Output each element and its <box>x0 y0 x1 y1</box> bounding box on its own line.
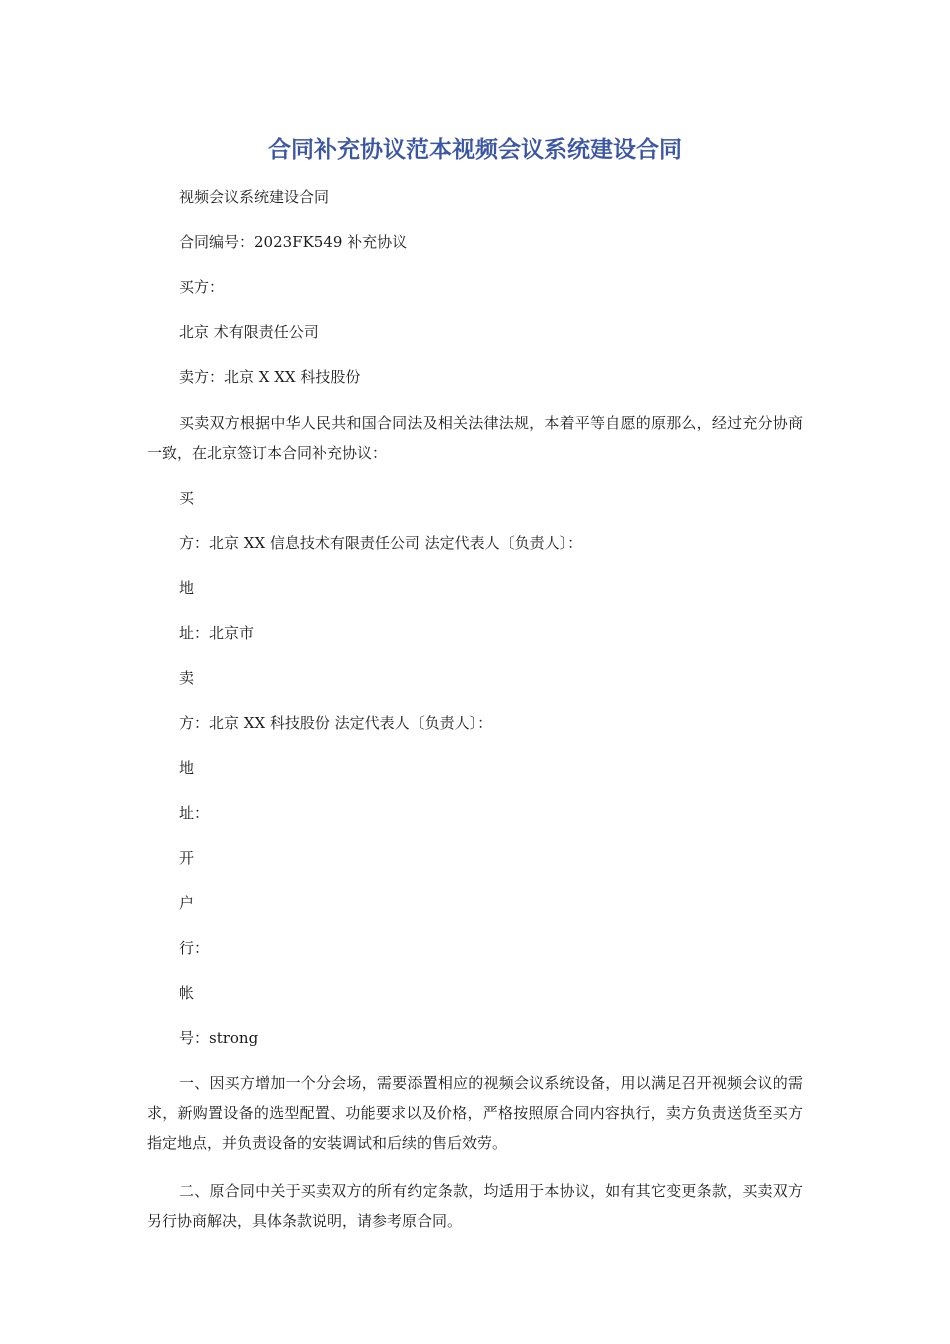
contract-number-line: 合同编号：2023FK549 补充协议 <box>179 233 408 251</box>
party-line: 方：北京 XX 科技股份 法定代表人〔负责人〕： <box>179 714 493 732</box>
clause-1-paragraph: 一、因买方增加一个分会场，需要添置相应的视频会议系统设备，用以满足召开视频会议的需求，新购置设备的选型配置、功能要求以及价格，严格按照原合同内容执行，卖方负责送货至买方指定地点，并负责设备的安装调试和后续的售后效劳。 <box>147 1074 803 1152</box>
party-line: 地 <box>179 579 195 597</box>
buyer-label-line: 买方： <box>179 278 225 296</box>
party-line: 地 <box>179 759 195 777</box>
party-line: 买 <box>179 489 195 507</box>
page-title: 合同补充协议范本视频会议系统建设合同 <box>268 137 682 163</box>
clause-2-paragraph: 二、原合同中关于买卖双方的所有约定条款，均适用于本协议，如有其它变更条款，买卖双方另行协商解决，具体条款说明，请参考原合同。 <box>147 1182 803 1230</box>
party-line: 址： <box>179 804 210 822</box>
party-line: 行： <box>179 939 210 957</box>
party-line: 户 <box>179 894 195 912</box>
party-line: 号：strong <box>179 1029 259 1047</box>
seller-line: 卖方：北京 X XX 科技股份 <box>179 368 361 386</box>
intro-paragraph: 买卖双方根据中华人民共和国合同法及相关法律法规，本着平等自愿的原那么，经过充分协商一致，在北京签订本合同补充协议： <box>147 414 803 462</box>
party-line: 开 <box>179 849 195 867</box>
party-line: 帐 <box>179 984 195 1002</box>
party-line: 址：北京市 <box>179 624 255 642</box>
buyer-company-line: 北京 术有限责任公司 <box>179 323 319 341</box>
contract-name-line: 视频会议系统建设合同 <box>179 188 330 206</box>
party-line: 方：北京 XX 信息技术有限责任公司 法定代表人〔负责人〕： <box>179 534 583 552</box>
party-line: 卖 <box>179 669 195 687</box>
